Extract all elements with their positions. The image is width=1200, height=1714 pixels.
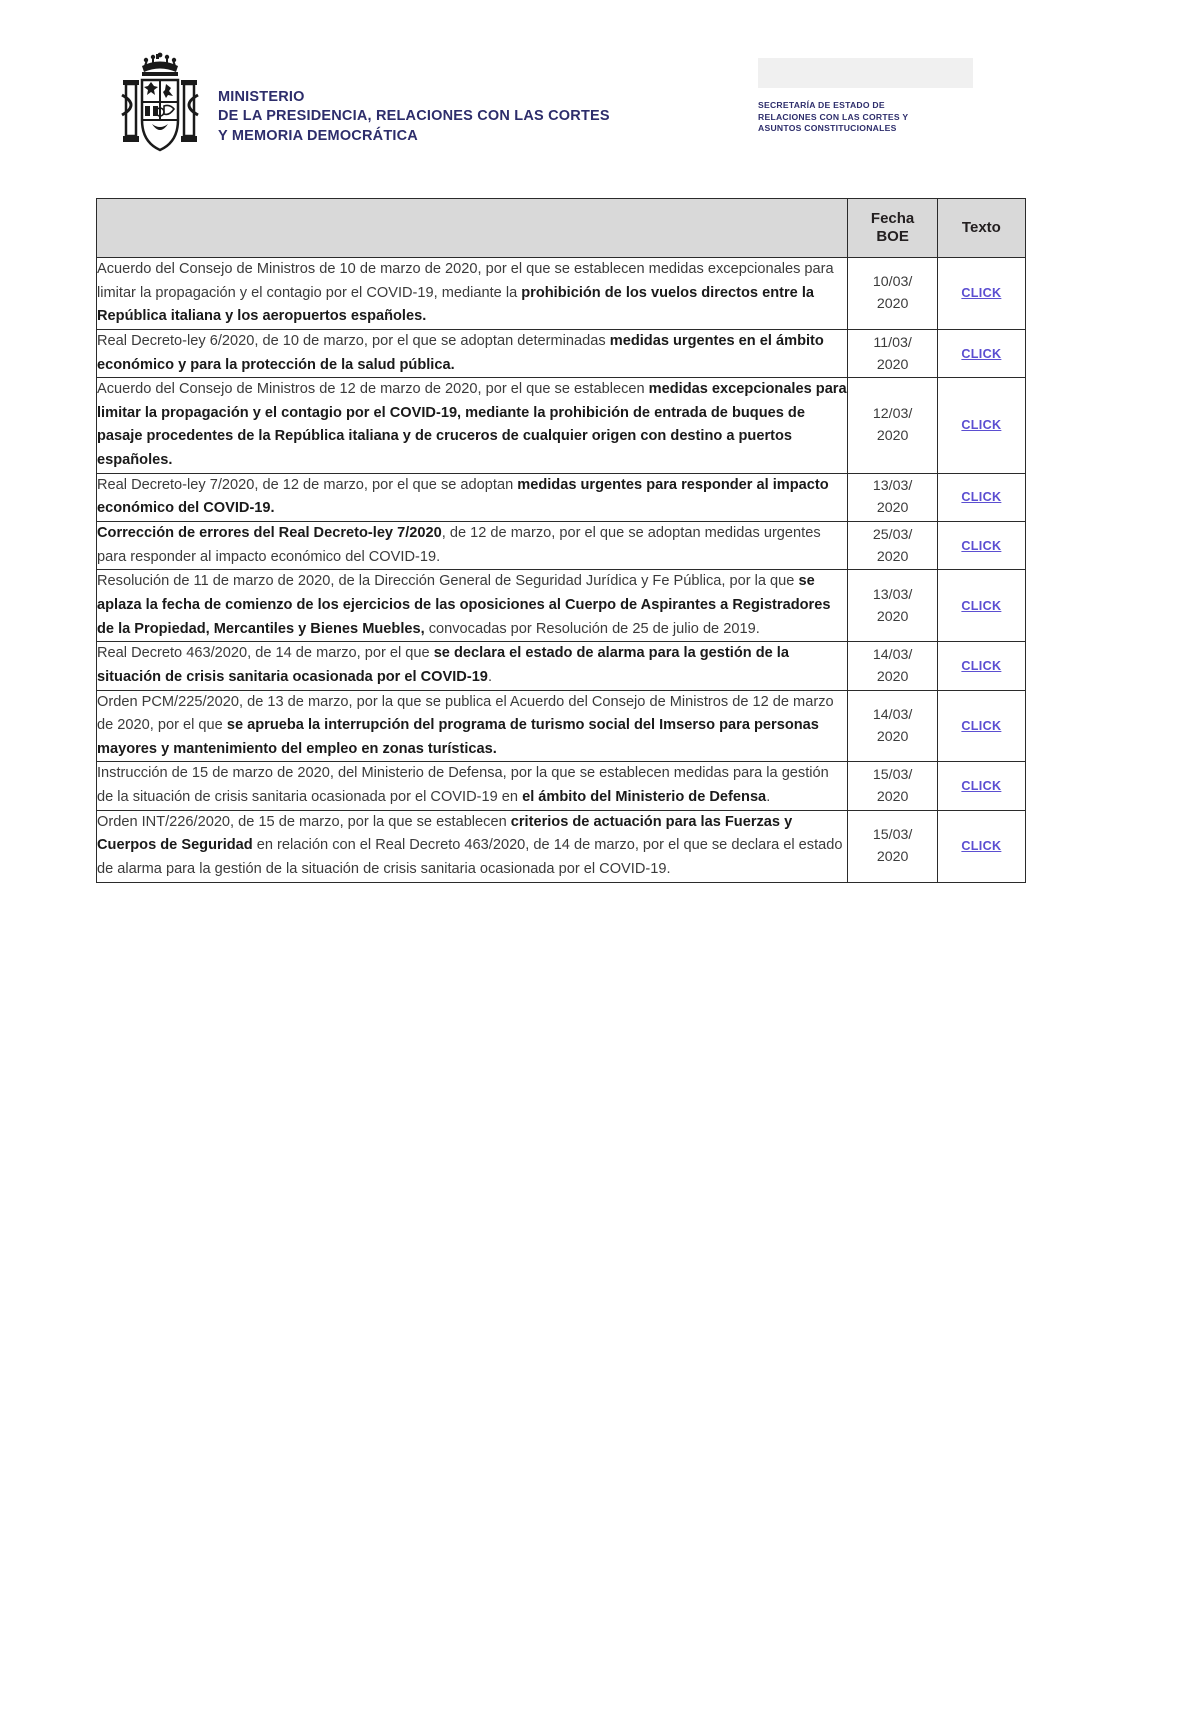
regulation-texto-cell — [937, 522, 1025, 570]
ministry-line-3: Y MEMORIA DEMOCRÁTICA — [218, 127, 418, 144]
regulation-fecha-boe — [848, 329, 937, 377]
click-link[interactable]: CLICK — [961, 490, 1002, 505]
regulation-description: Real Decreto 463/2020, de 14 de marzo, por el que se declara el estado de alarma para la gestión de la situación de crisis sanitaria ocasionada por el COVID-19. — [97, 642, 848, 690]
fecha-line-2: 2020 — [876, 789, 909, 806]
spanish-coat-of-arms-icon — [118, 50, 204, 160]
fecha-line-2: 2020 — [876, 608, 909, 625]
regulation-fecha-boe — [848, 258, 937, 330]
click-link[interactable]: CLICK — [961, 286, 1002, 301]
secretary-line-1: SECRETARÍA DE ESTADO DE — [758, 100, 885, 110]
regulation-description: Resolución de 11 de marzo de 2020, de la Dirección General de Seguridad Jurídica y Fe Pública, por la que se aplaza la fecha de comienzo de los ejercicios de las oposiciones al Cuerpo de Aspirantes a Registradores de la Propiedad, Mercantiles y Bienes Muebles, convocadas por Resolución de 25 de julio de 2019. — [97, 570, 848, 642]
table-row — [97, 329, 1026, 377]
regulation-fecha-boe — [848, 810, 937, 882]
regulation-fecha-boe — [848, 570, 937, 642]
table-row — [97, 258, 1026, 330]
fecha-line-1: 25/03/ — [872, 526, 913, 543]
column-header-fecha-line1: Fecha — [870, 209, 915, 227]
fecha-line-1: 13/03/ — [872, 478, 913, 495]
regulation-description: Real Decreto-ley 6/2020, de 10 de marzo, por el que se adoptan determinadas medidas urgentes en el ámbito económico y para la protección de la salud pública. — [97, 329, 848, 377]
regulation-texto-cell — [937, 690, 1025, 762]
fecha-line-2: 2020 — [876, 668, 909, 685]
click-link[interactable]: CLICK — [961, 538, 1002, 553]
regulation-description: Corrección de errores del Real Decreto-ley 7/2020, de 12 de marzo, por el que se adoptan medidas urgentes para responder al impacto económico del COVID-19. — [97, 522, 848, 570]
regulation-description: Orden PCM/225/2020, de 13 de marzo, por la que se publica el Acuerdo del Consejo de Ministros de 12 de marzo de 2020, por el que se aprueba la interrupción del programa de turismo social del Imserso para personas mayores y mantenimiento del empleo en zonas turísticas. — [97, 690, 848, 762]
fecha-line-1: 11/03/ — [873, 334, 912, 351]
regulation-texto-cell — [937, 642, 1025, 690]
fecha-line-1: 10/03/ — [872, 274, 913, 291]
fecha-line-1: 15/03/ — [872, 767, 913, 784]
regulation-texto-cell — [937, 473, 1025, 521]
secretary-line-3: ASUNTOS CONSTITUCIONALES — [758, 123, 897, 134]
fecha-line-2: 2020 — [876, 728, 909, 745]
regulation-fecha-boe — [848, 642, 937, 690]
column-header-description — [97, 199, 848, 258]
secretary-identity — [758, 58, 973, 135]
fecha-line-2: 2020 — [876, 500, 909, 517]
regulations-table — [96, 198, 1026, 883]
table-row — [97, 690, 1026, 762]
regulation-description: Acuerdo del Consejo de Ministros de 12 de marzo de 2020, por el que se establecen medidas excepcionales para limitar la propagación y el contagio por el COVID-19, mediante la prohibición de entrada de buques de pasaje procedentes de la República italiana y de cruceros de cualquier origen con destino a puertos españoles. — [97, 378, 848, 474]
click-link[interactable]: CLICK — [961, 598, 1002, 613]
fecha-line-2: 2020 — [876, 356, 909, 373]
regulation-texto-cell — [937, 762, 1025, 810]
table-row — [97, 378, 1026, 474]
ministry-line-1: MINISTERIO — [218, 89, 305, 105]
fecha-line-1: 14/03/ — [872, 646, 913, 663]
table-row — [97, 473, 1026, 521]
fecha-line-2: 2020 — [876, 849, 909, 866]
table-body — [97, 258, 1026, 883]
fecha-line-2: 2020 — [876, 296, 909, 313]
table-row — [97, 810, 1026, 882]
regulation-texto-cell — [937, 810, 1025, 882]
fecha-line-2: 2020 — [876, 548, 909, 565]
regulation-fecha-boe — [848, 690, 937, 762]
table-row — [97, 642, 1026, 690]
document-header — [0, 0, 1200, 170]
table-row — [97, 762, 1026, 810]
table-row — [97, 522, 1026, 570]
fecha-line-1: 14/03/ — [872, 706, 913, 723]
ministry-identity — [118, 50, 610, 160]
table-row — [97, 570, 1026, 642]
regulation-description: Instrucción de 15 de marzo de 2020, del Ministerio de Defensa, por la que se establecen medidas para la gestión de la situación de crisis sanitaria ocasionada por el COVID-19 en el ámbito del Ministerio de Defensa. — [97, 762, 848, 810]
redaction-bar — [758, 58, 973, 88]
regulation-texto-cell — [937, 570, 1025, 642]
click-link[interactable]: CLICK — [961, 658, 1002, 673]
fecha-line-2: 2020 — [876, 428, 909, 445]
fecha-line-1: 13/03/ — [872, 586, 913, 603]
regulation-description: Orden INT/226/2020, de 15 de marzo, por la que se establecen criterios de actuación para las Fuerzas y Cuerpos de Seguridad en relación con el Real Decreto 463/2020, de 14 de marzo, por el que se declara el estado de alarma para la gestión de la situación de crisis sanitaria ocasionada por el COVID-19. — [97, 810, 848, 882]
regulation-texto-cell — [937, 329, 1025, 377]
regulation-fecha-boe — [848, 762, 937, 810]
ministry-line-2: DE LA PRESIDENCIA, RELACIONES CON LAS CORTES — [218, 108, 610, 125]
regulation-description: Real Decreto-ley 7/2020, de 12 de marzo, por el que se adoptan medidas urgentes para responder al impacto económico del COVID-19. — [97, 473, 848, 521]
click-link[interactable]: CLICK — [961, 839, 1002, 854]
table-header-row — [97, 199, 1026, 258]
regulation-fecha-boe — [848, 378, 937, 474]
regulation-texto-cell — [937, 258, 1025, 330]
secretary-line-2: RELACIONES CON LAS CORTES Y — [758, 111, 909, 122]
column-header-fecha-line2: BOE — [876, 228, 909, 245]
regulation-fecha-boe — [848, 473, 937, 521]
column-header-fecha-boe — [848, 199, 937, 258]
regulations-table-container — [96, 198, 1026, 883]
column-header-texto: Texto — [937, 199, 1025, 258]
regulation-description: Acuerdo del Consejo de Ministros de 10 de marzo de 2020, por el que se establecen medidas excepcionales para limitar la propagación y el contagio por el COVID-19, mediante la prohibición de los vuelos directos entre la República italiana y los aeropuertos españoles. — [97, 258, 848, 330]
click-link[interactable]: CLICK — [961, 346, 1002, 361]
click-link[interactable]: CLICK — [961, 418, 1002, 433]
click-link[interactable]: CLICK — [961, 718, 1002, 733]
fecha-line-1: 12/03/ — [872, 406, 913, 423]
regulation-texto-cell — [937, 378, 1025, 474]
fecha-line-1: 15/03/ — [872, 827, 913, 844]
regulation-fecha-boe — [848, 522, 937, 570]
click-link[interactable]: CLICK — [961, 779, 1002, 794]
table-head — [97, 199, 1026, 258]
